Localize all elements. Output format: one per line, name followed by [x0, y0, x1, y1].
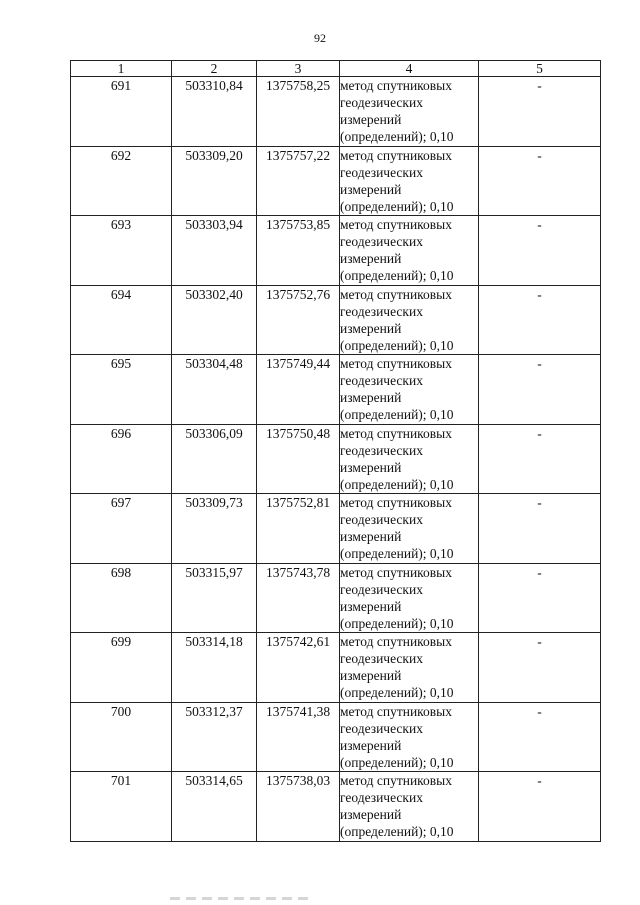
note-cell: -: [479, 146, 601, 216]
method-cell: метод спутниковых геодезических измерений (определений); 0,10: [340, 285, 479, 355]
table-row: [71, 355, 601, 425]
x-coordinate-cell: 503312,37: [172, 702, 257, 772]
y-coordinate-cell: 1375741,38: [257, 702, 340, 772]
y-coordinate-cell: 1375738,03: [257, 772, 340, 842]
point-number-cell: 695: [71, 355, 172, 425]
point-number-cell: 700: [71, 702, 172, 772]
note-cell: -: [479, 285, 601, 355]
table-row: [71, 633, 601, 703]
note-cell: -: [479, 355, 601, 425]
table-row: [71, 424, 601, 494]
table-row: [71, 77, 601, 147]
note-cell: -: [479, 563, 601, 633]
point-number-cell: 691: [71, 77, 172, 147]
x-coordinate-cell: 503302,40: [172, 285, 257, 355]
method-cell: метод спутниковых геодезических измерений (определений); 0,10: [340, 563, 479, 633]
table-header-row: [71, 61, 601, 77]
method-cell: метод спутниковых геодезических измерений (определений); 0,10: [340, 702, 479, 772]
y-coordinate-cell: 1375752,81: [257, 494, 340, 564]
point-number-cell: 694: [71, 285, 172, 355]
x-coordinate-cell: 503310,84: [172, 77, 257, 147]
method-cell: метод спутниковых геодезических измерений (определений); 0,10: [340, 77, 479, 147]
note-cell: -: [479, 702, 601, 772]
x-coordinate-cell: 503303,94: [172, 216, 257, 286]
note-cell: -: [479, 494, 601, 564]
y-coordinate-cell: 1375753,85: [257, 216, 340, 286]
column-header-3: 3: [257, 61, 340, 77]
scan-artifact: [170, 897, 310, 900]
x-coordinate-cell: 503306,09: [172, 424, 257, 494]
point-number-cell: 692: [71, 146, 172, 216]
note-cell: -: [479, 633, 601, 703]
method-cell: метод спутниковых геодезических измерений (определений); 0,10: [340, 494, 479, 564]
note-cell: -: [479, 77, 601, 147]
point-number-cell: 698: [71, 563, 172, 633]
note-cell: -: [479, 772, 601, 842]
y-coordinate-cell: 1375752,76: [257, 285, 340, 355]
method-cell: метод спутниковых геодезических измерений (определений); 0,10: [340, 424, 479, 494]
x-coordinate-cell: 503309,20: [172, 146, 257, 216]
table-body: [71, 77, 601, 842]
table-row: [71, 563, 601, 633]
y-coordinate-cell: 1375749,44: [257, 355, 340, 425]
y-coordinate-cell: 1375758,25: [257, 77, 340, 147]
point-number-cell: 699: [71, 633, 172, 703]
column-header-1: 1: [71, 61, 172, 77]
point-number-cell: 701: [71, 772, 172, 842]
x-coordinate-cell: 503314,18: [172, 633, 257, 703]
point-number-cell: 693: [71, 216, 172, 286]
method-cell: метод спутниковых геодезических измерений (определений); 0,10: [340, 146, 479, 216]
table-row: [71, 494, 601, 564]
page-number: 92: [314, 31, 326, 45]
table-row: [71, 772, 601, 842]
column-header-5: 5: [479, 61, 601, 77]
x-coordinate-cell: 503315,97: [172, 563, 257, 633]
y-coordinate-cell: 1375743,78: [257, 563, 340, 633]
point-number-cell: 696: [71, 424, 172, 494]
table-row: [71, 216, 601, 286]
method-cell: метод спутниковых геодезических измерений (определений); 0,10: [340, 216, 479, 286]
coordinates-table: [70, 60, 601, 842]
column-header-2: 2: [172, 61, 257, 77]
x-coordinate-cell: 503309,73: [172, 494, 257, 564]
method-cell: метод спутниковых геодезических измерений (определений); 0,10: [340, 633, 479, 703]
y-coordinate-cell: 1375742,61: [257, 633, 340, 703]
note-cell: -: [479, 424, 601, 494]
table-row: [71, 285, 601, 355]
y-coordinate-cell: 1375757,22: [257, 146, 340, 216]
table-row: [71, 702, 601, 772]
method-cell: метод спутниковых геодезических измерений (определений); 0,10: [340, 355, 479, 425]
point-number-cell: 697: [71, 494, 172, 564]
x-coordinate-cell: 503304,48: [172, 355, 257, 425]
note-cell: -: [479, 216, 601, 286]
column-header-4: 4: [340, 61, 479, 77]
x-coordinate-cell: 503314,65: [172, 772, 257, 842]
method-cell: метод спутниковых геодезических измерений (определений); 0,10: [340, 772, 479, 842]
y-coordinate-cell: 1375750,48: [257, 424, 340, 494]
table-row: [71, 146, 601, 216]
